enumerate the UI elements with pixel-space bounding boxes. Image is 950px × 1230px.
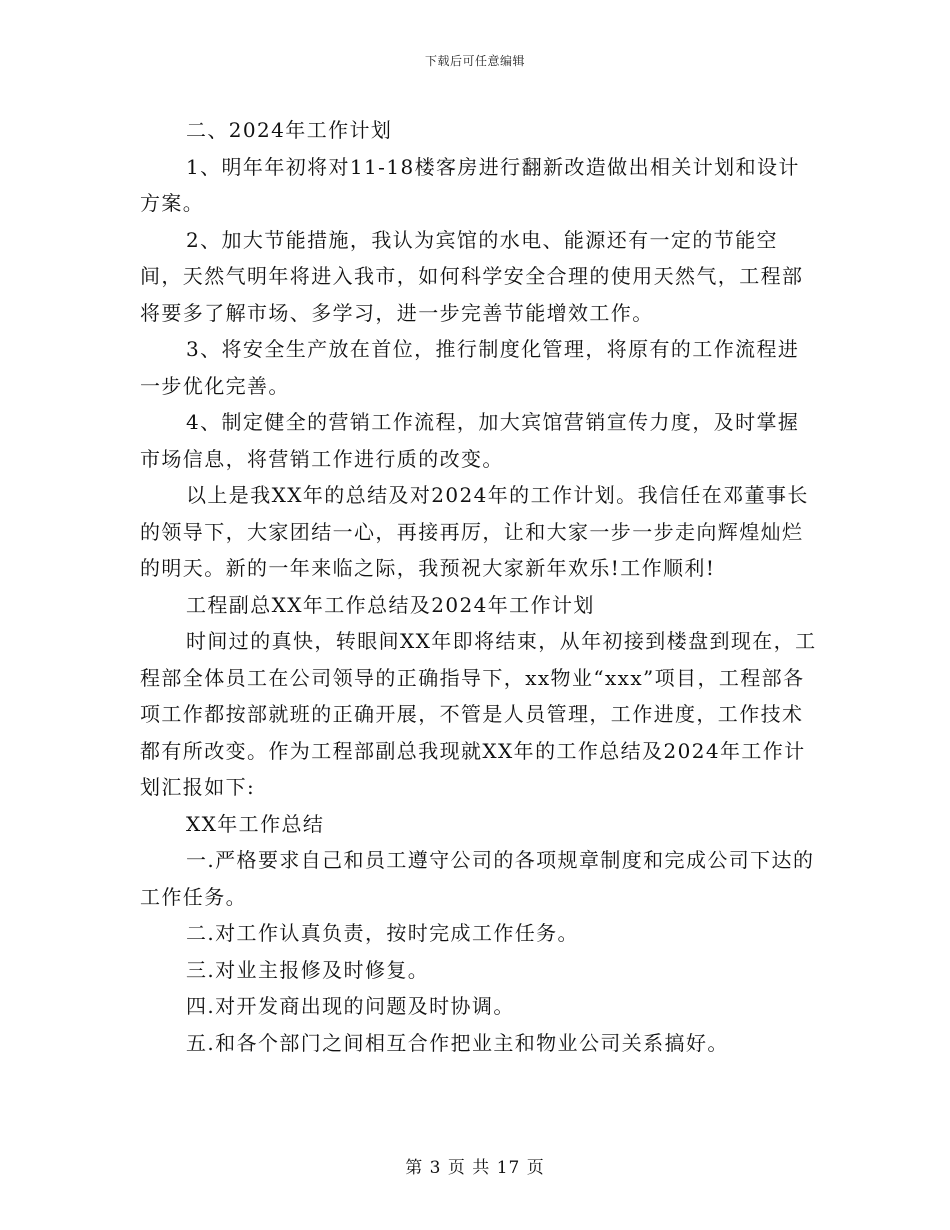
document-body	[140, 112, 820, 1061]
plan-item-4: 4、制定健全的营销工作流程，加大宾馆营销宣传力度，及时掌握市场信息，将营销工作进行质的改变。	[140, 410, 800, 471]
summary-item-3: 三.对业主报修及时修复。	[186, 957, 430, 982]
intro-paragraph: 时间过的真快，转眼间XX年即将结束，从年初接到楼盘到现在，工程部全体员工在公司领导的正确指导下，xx物业“xxx”项目，工程部各项工作都按部就班的正确开展，不管是人员管理，工作进度，工作技术都有所改变。作为工程部副总我现就XX年的工作总结及2024年工作计划汇报如下:	[140, 629, 817, 799]
summary-item-4: 四.对开发商出现的问题及时协调。	[186, 994, 515, 1018]
page-header: 下载后可任意编辑	[424, 54, 525, 68]
summary-item-5: 五.和各个部门之间相互合作把业主和物业公司关系搞好。	[186, 1030, 729, 1055]
page-number: 第 3 页 共 17 页	[405, 1158, 545, 1178]
section-heading-plan: 二、2024年工作计划	[186, 118, 393, 142]
plan-item-3: 3、将安全生产放在首位，推行制度化管理，将原有的工作流程进一步优化完善。	[140, 337, 800, 398]
plan-item-1: 1、明年年初将对11-18楼客房进行翻新改造做出相关计划和设计方案。	[140, 154, 800, 215]
section-heading-summary: XX年工作总结	[186, 811, 325, 836]
summary-item-1: 一.严格要求自己和员工遵守公司的各项规章制度和完成公司下达的工作任务。	[140, 848, 815, 909]
summary-item-2: 二.对工作认真负责，按时完成工作任务。	[186, 921, 579, 945]
closing-paragraph: 以上是我XX年的总结及对2024年的工作计划。我信任在邓董事长的领导下，大家团结一心，再接再厉，让和大家一步一步走向辉煌灿烂的明天。新的一年来临之际，我预祝大家新年欢乐!工作顺利!	[140, 483, 809, 580]
article-title: 工程副总XX年工作总结及2024年工作计划	[186, 592, 595, 617]
plan-item-2: 2、加大节能措施，我认为宾馆的水电、能源还有一定的节能空间，天然气明年将进入我市，如何科学安全合理的使用天然气，工程部将要多了解市场、多学习，进一步完善节能增效工作。	[140, 227, 804, 325]
